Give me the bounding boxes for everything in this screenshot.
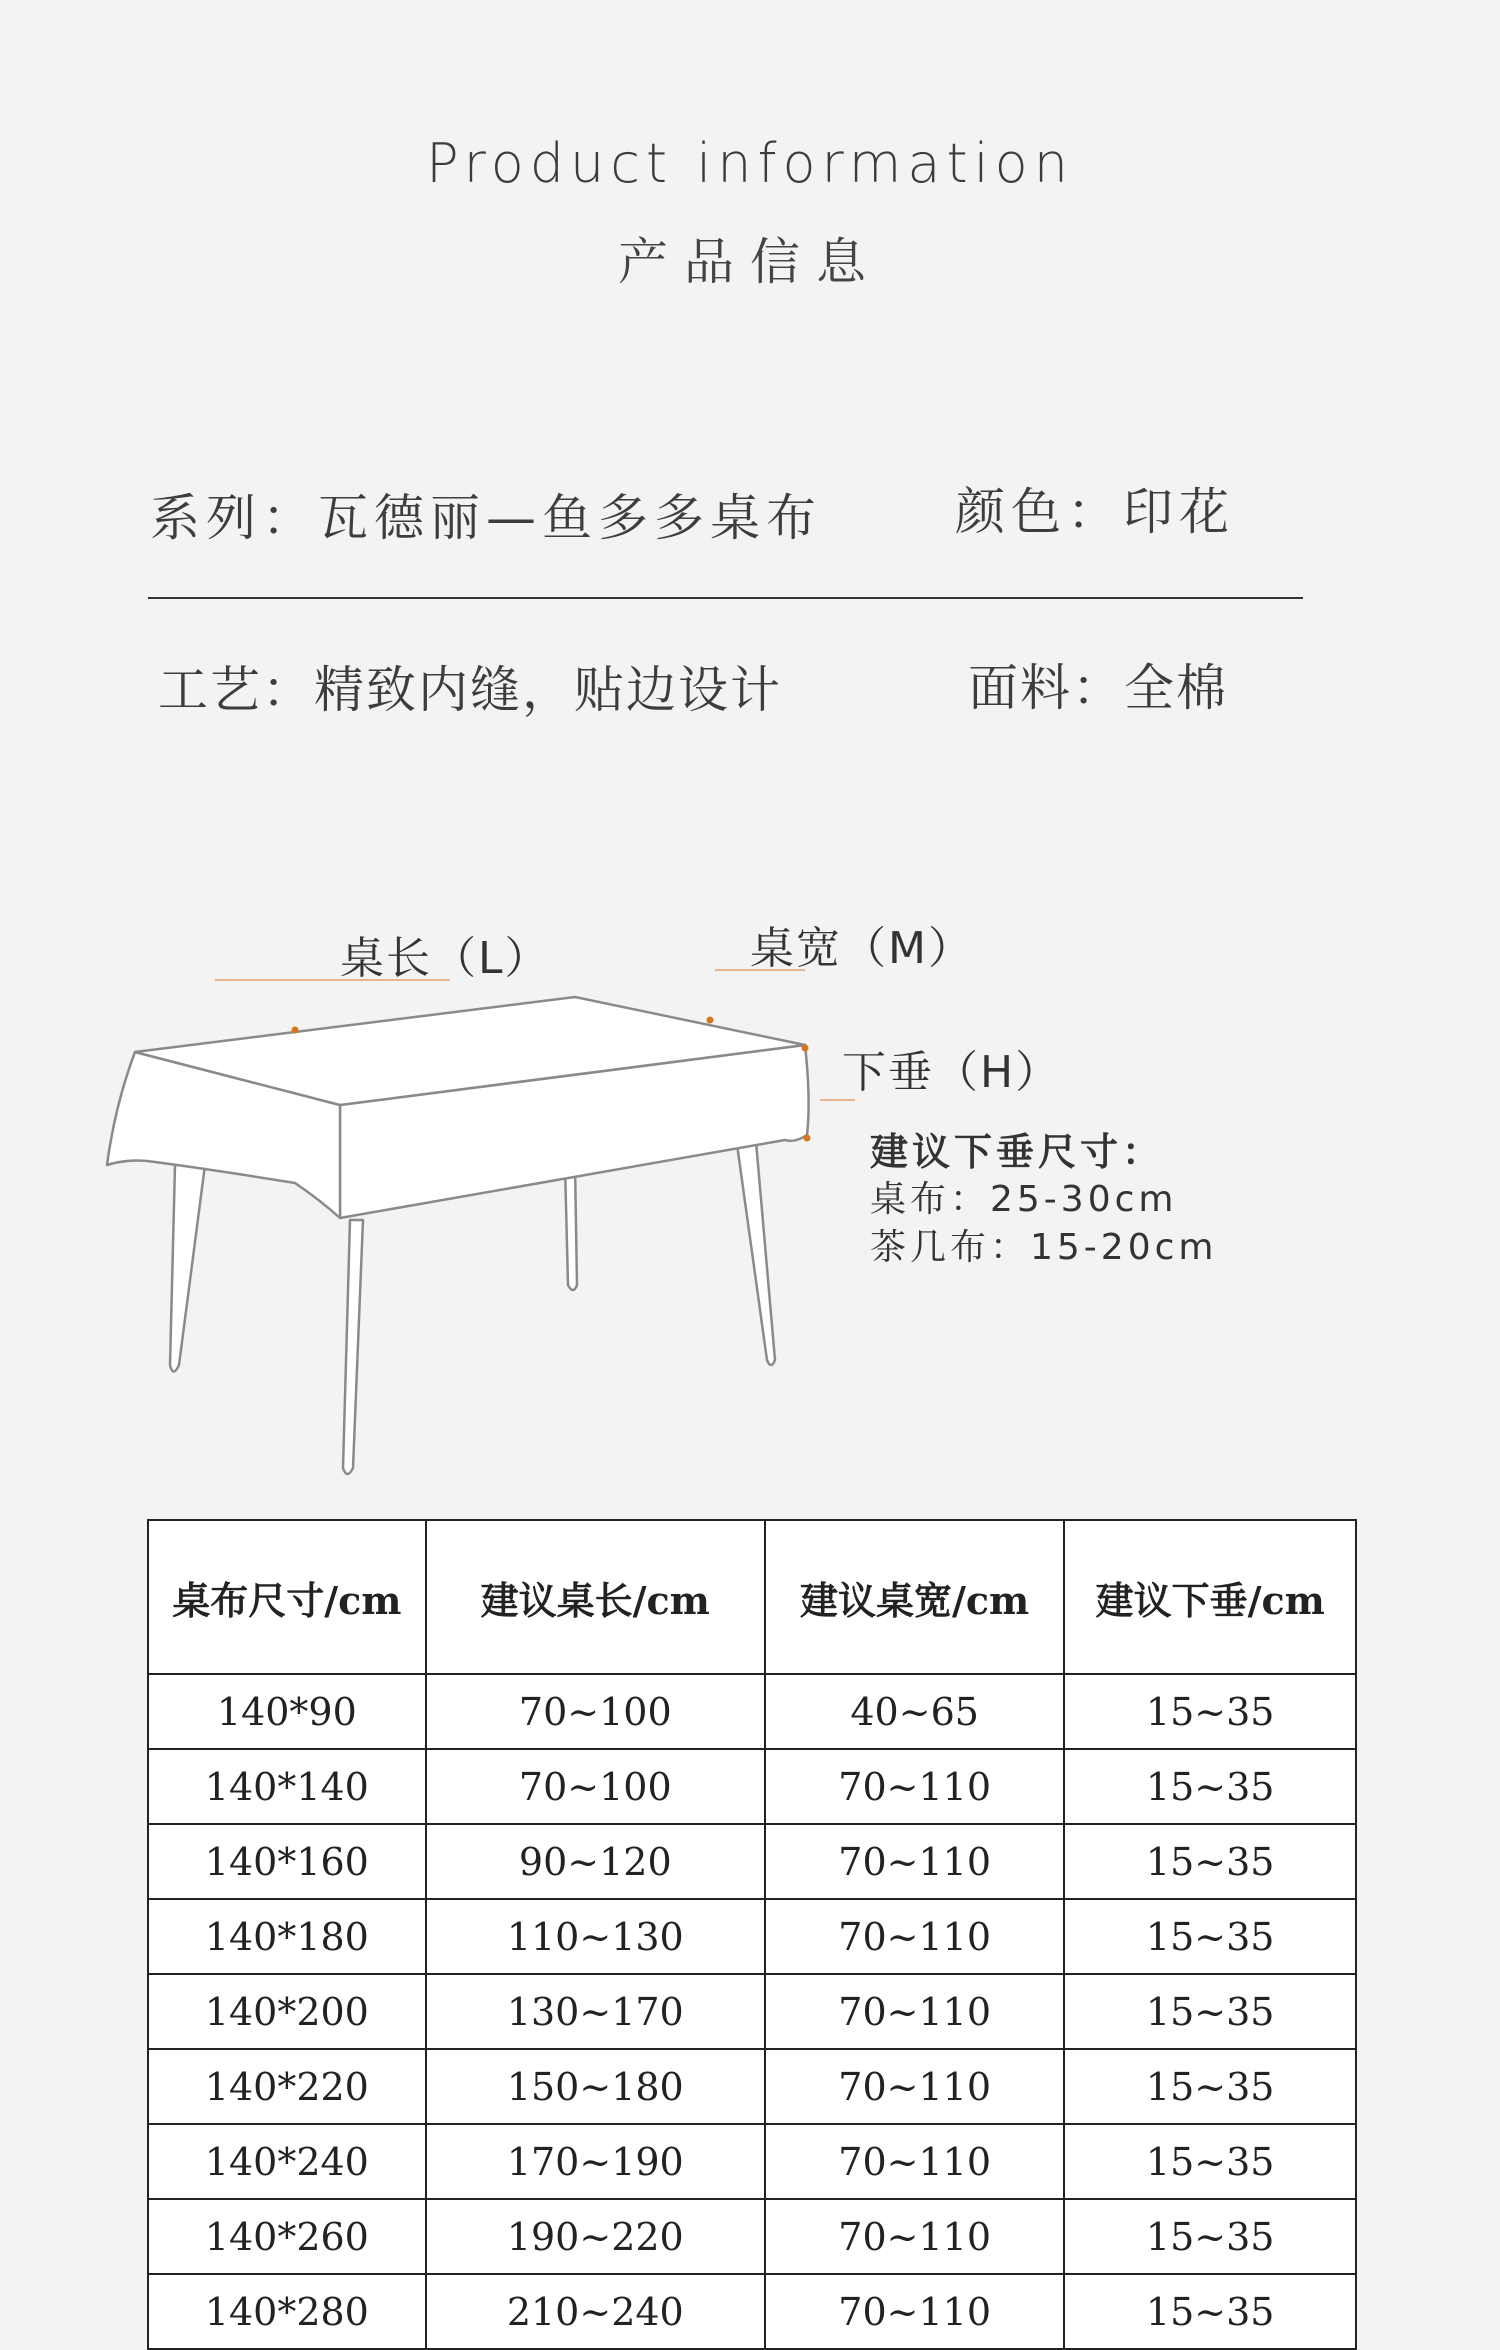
cell-length: 130~170 (426, 1974, 765, 2049)
cell-size: 140*220 (148, 2049, 426, 2124)
cell-drop: 15~35 (1064, 1974, 1356, 2049)
cell-drop: 15~35 (1064, 1824, 1356, 1899)
cell-drop: 15~35 (1064, 2274, 1356, 2349)
label-table-length: 桌长（L） (340, 933, 551, 984)
cell-drop: 15~35 (1064, 2199, 1356, 2274)
cell-length: 150~180 (426, 2049, 765, 2124)
cell-size: 140*90 (148, 1674, 426, 1749)
table-row (148, 1824, 1356, 1899)
craft-label: 工艺： (158, 661, 314, 719)
color-label: 颜色： (955, 483, 1123, 541)
suggested-drop (870, 1128, 1217, 1272)
cell-width: 70~110 (765, 1899, 1065, 1974)
table-row (148, 1749, 1356, 1824)
table-row (148, 2274, 1356, 2349)
craft-info (158, 650, 782, 722)
cell-drop: 15~35 (1064, 1899, 1356, 1974)
header-drop: 建议下垂/cm (1064, 1520, 1356, 1674)
cell-size: 140*160 (148, 1824, 426, 1899)
header-cloth-size: 桌布尺寸/cm (148, 1520, 426, 1674)
title-chinese: 产品信息 (618, 233, 882, 291)
cell-drop: 15~35 (1064, 1674, 1356, 1749)
series-value: 瓦德丽—鱼多多桌布 (318, 489, 822, 547)
title-english: Product information (426, 132, 1074, 195)
color-value: 印花 (1123, 483, 1235, 541)
cell-size: 140*180 (148, 1899, 426, 1974)
label-table-width: 桌宽（M） (750, 923, 974, 974)
cell-size: 140*260 (148, 2199, 426, 2274)
cell-width: 70~110 (765, 2274, 1065, 2349)
cell-size: 140*280 (148, 2274, 426, 2349)
header-table-width: 建议桌宽/cm (765, 1520, 1065, 1674)
fabric-label: 面料： (968, 659, 1124, 717)
cell-size: 140*240 (148, 2124, 426, 2199)
size-table-header (148, 1520, 1356, 1674)
cell-width: 70~110 (765, 2049, 1065, 2124)
cell-width: 70~110 (765, 2124, 1065, 2199)
cell-drop: 15~35 (1064, 2124, 1356, 2199)
cell-drop: 15~35 (1064, 2049, 1356, 2124)
table-row (148, 1674, 1356, 1749)
suggest-coffee-cloth: 茶几布：15-20cm (870, 1227, 1218, 1268)
craft-value: 精致内缝，贴边设计 (314, 661, 782, 719)
cell-length: 170~190 (426, 2124, 765, 2199)
table-row (148, 2049, 1356, 2124)
cell-drop: 15~35 (1064, 1749, 1356, 1824)
size-table (147, 1519, 1357, 2350)
suggest-tablecloth: 桌布：25-30cm (870, 1179, 1178, 1220)
cell-width: 70~110 (765, 2199, 1065, 2274)
fabric-info (968, 648, 1228, 720)
cell-length: 70~100 (426, 1674, 765, 1749)
cell-size: 140*200 (148, 1974, 426, 2049)
header-table-length: 建议桌长/cm (426, 1520, 765, 1674)
cell-length: 70~100 (426, 1749, 765, 1824)
table-row (148, 1899, 1356, 1974)
cell-width: 70~110 (765, 1824, 1065, 1899)
cell-length: 210~240 (426, 2274, 765, 2349)
color-info (955, 472, 1235, 544)
cell-length: 110~130 (426, 1899, 765, 1974)
info-divider (148, 597, 1303, 599)
fabric-value: 全棉 (1124, 659, 1228, 717)
series-info (150, 478, 822, 550)
cell-width: 40~65 (765, 1674, 1065, 1749)
series-label: 系列： (150, 489, 318, 547)
suggest-title: 建议下垂尺寸： (870, 1130, 1165, 1174)
cell-length: 90~120 (426, 1824, 765, 1899)
table-row (148, 2124, 1356, 2199)
cell-width: 70~110 (765, 1749, 1065, 1824)
label-drop-height: 下垂（H） (842, 1047, 1062, 1098)
cell-width: 70~110 (765, 1974, 1065, 2049)
cell-length: 190~220 (426, 2199, 765, 2274)
table-row (148, 2199, 1356, 2274)
cell-size: 140*140 (148, 1749, 426, 1824)
table-row (148, 1974, 1356, 2049)
tablecloth-diagram (95, 900, 855, 1500)
